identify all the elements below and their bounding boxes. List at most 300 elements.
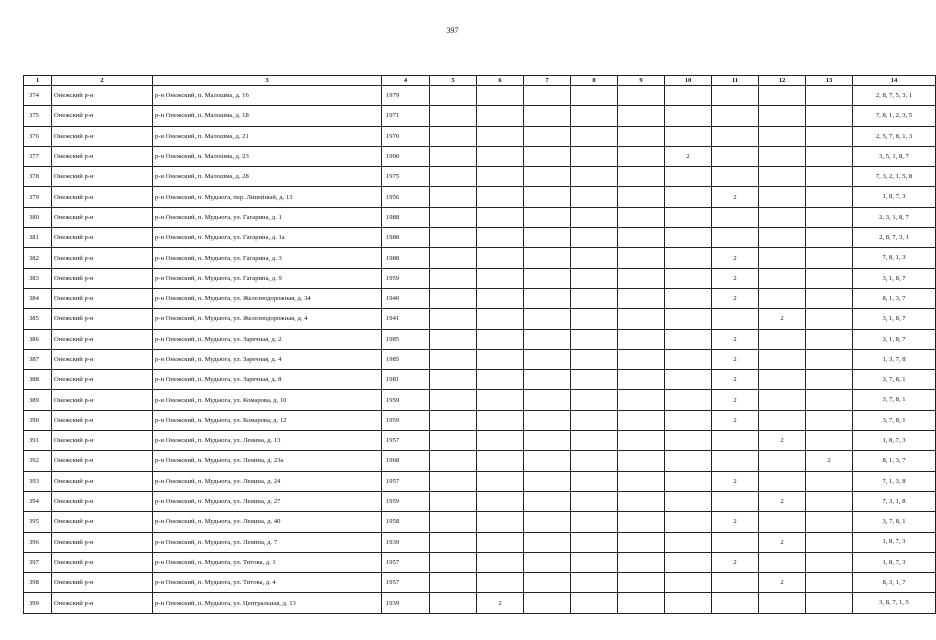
col8-cell: [571, 288, 618, 308]
col8-cell: [571, 309, 618, 329]
col9-cell: [618, 512, 665, 532]
col13-cell: [806, 167, 853, 187]
col9-cell: [618, 471, 665, 491]
table-body: [24, 86, 936, 614]
col13-cell: [806, 431, 853, 451]
address-cell: р-н Онежский, п. Мудьюга, ул. Комарова, д. 12: [153, 410, 382, 430]
col11-cell: 2: [712, 248, 759, 268]
col7-cell: [524, 471, 571, 491]
col9-cell: [618, 86, 665, 106]
col14-cell: 2, 8, 7, 5, 3, 1: [853, 86, 936, 106]
col7-cell: [524, 146, 571, 166]
col7-cell: [524, 491, 571, 511]
col13-cell: [806, 370, 853, 390]
col12-cell: [759, 552, 806, 572]
col8-cell: [571, 491, 618, 511]
col13-cell: [806, 532, 853, 552]
col13-cell: [806, 146, 853, 166]
col6-cell: [477, 573, 524, 593]
row-number-cell: 377: [24, 146, 52, 166]
column-header: 3: [153, 76, 382, 86]
year-cell: 1940: [382, 288, 430, 308]
col10-cell: [665, 349, 712, 369]
col8-cell: [571, 431, 618, 451]
col11-cell: 2: [712, 187, 759, 207]
col5-cell: [430, 126, 477, 146]
col10-cell: [665, 593, 712, 613]
col12-cell: [759, 390, 806, 410]
year-cell: 1988: [382, 228, 430, 248]
col5-cell: [430, 248, 477, 268]
col13-cell: [806, 390, 853, 410]
col5-cell: [430, 207, 477, 227]
address-cell: р-н Онежский, п. Мудьюга, ул. Заречная, д. 8: [153, 370, 382, 390]
col5-cell: [430, 552, 477, 572]
col8-cell: [571, 167, 618, 187]
year-cell: 1971: [382, 106, 430, 126]
col6-cell: [477, 268, 524, 288]
col5-cell: [430, 471, 477, 491]
col10-cell: [665, 471, 712, 491]
district-cell: Онежский р-н: [52, 268, 153, 288]
col7-cell: [524, 228, 571, 248]
col12-cell: [759, 106, 806, 126]
col6-cell: [477, 431, 524, 451]
address-cell: р-н Онежский, п. Мудьюга, ул. Гагарина, д. 9: [153, 268, 382, 288]
col13-cell: [806, 471, 853, 491]
table-row: [24, 390, 936, 410]
col13-cell: [806, 349, 853, 369]
col13-cell: [806, 410, 853, 430]
col14-cell: 8, 1, 3, 7: [853, 451, 936, 471]
col13-cell: [806, 228, 853, 248]
row-number-cell: 381: [24, 228, 52, 248]
col10-cell: [665, 187, 712, 207]
col7-cell: [524, 370, 571, 390]
col11-cell: 2: [712, 410, 759, 430]
col14-cell: 7, 3, 2, 1, 5, 8: [853, 167, 936, 187]
col13-cell: [806, 593, 853, 613]
year-cell: 1985: [382, 329, 430, 349]
row-number-cell: 374: [24, 86, 52, 106]
row-number-cell: 386: [24, 329, 52, 349]
col9-cell: [618, 146, 665, 166]
col12-cell: [759, 349, 806, 369]
col5-cell: [430, 288, 477, 308]
col9-cell: [618, 451, 665, 471]
year-cell: 1959: [382, 268, 430, 288]
col6-cell: [477, 248, 524, 268]
col12-cell: [759, 593, 806, 613]
address-cell: р-н Онежский, п. Мудьюга, пер. Линейный, д. 13: [153, 187, 382, 207]
year-cell: 1957: [382, 471, 430, 491]
col7-cell: [524, 593, 571, 613]
district-cell: Онежский р-н: [52, 552, 153, 572]
col6-cell: [477, 349, 524, 369]
col13-cell: 2: [806, 451, 853, 471]
address-cell: р-н Онежский, п. Мудьюга, ул. Центральная, д. 13: [153, 593, 382, 613]
year-cell: 1957: [382, 573, 430, 593]
row-number-cell: 392: [24, 451, 52, 471]
address-cell: р-н Онежский, п. Мудьюга, ул. Заречная, д. 4: [153, 349, 382, 369]
col10-cell: [665, 268, 712, 288]
col7-cell: [524, 573, 571, 593]
col12-cell: [759, 370, 806, 390]
col9-cell: [618, 370, 665, 390]
col12-cell: [759, 126, 806, 146]
col10-cell: [665, 106, 712, 126]
col8-cell: [571, 106, 618, 126]
col14-cell: 7, 1, 3, 8: [853, 471, 936, 491]
col9-cell: [618, 593, 665, 613]
col6-cell: [477, 491, 524, 511]
col7-cell: [524, 248, 571, 268]
col5-cell: [430, 370, 477, 390]
row-number-cell: 376: [24, 126, 52, 146]
col14-cell: 2, 8, 7, 3, 1: [853, 228, 936, 248]
col5-cell: [430, 390, 477, 410]
address-cell: р-н Онежский, п. Мудьюга, ул. Гагарина, д. 1а: [153, 228, 382, 248]
col5-cell: [430, 309, 477, 329]
col9-cell: [618, 573, 665, 593]
district-cell: Онежский р-н: [52, 410, 153, 430]
col14-cell: 8, 3, 1, 7: [853, 573, 936, 593]
col11-cell: [712, 106, 759, 126]
col11-cell: 2: [712, 552, 759, 572]
year-cell: 1975: [382, 167, 430, 187]
year-cell: 1988: [382, 248, 430, 268]
col13-cell: [806, 126, 853, 146]
col10-cell: [665, 288, 712, 308]
year-cell: 1959: [382, 410, 430, 430]
col10-cell: [665, 532, 712, 552]
col12-cell: [759, 167, 806, 187]
col6-cell: [477, 309, 524, 329]
col8-cell: [571, 86, 618, 106]
col8-cell: [571, 573, 618, 593]
col11-cell: [712, 86, 759, 106]
district-cell: Онежский р-н: [52, 390, 153, 410]
table-row: [24, 471, 936, 491]
col14-cell: 3, 1, 8, 7: [853, 329, 936, 349]
year-cell: 1957: [382, 431, 430, 451]
year-cell: 1959: [382, 491, 430, 511]
table-row: [24, 593, 936, 613]
col9-cell: [618, 431, 665, 451]
col8-cell: [571, 187, 618, 207]
col8-cell: [571, 329, 618, 349]
col6-cell: [477, 370, 524, 390]
table-row: [24, 268, 936, 288]
col7-cell: [524, 86, 571, 106]
col6-cell: [477, 471, 524, 491]
col14-cell: 1, 8, 7, 3: [853, 552, 936, 572]
col8-cell: [571, 471, 618, 491]
col8-cell: [571, 410, 618, 430]
year-cell: 1968: [382, 451, 430, 471]
col13-cell: [806, 329, 853, 349]
table-row: [24, 126, 936, 146]
col14-cell: 2, 5, 7, 8, 1, 3: [853, 126, 936, 146]
address-cell: р-н Онежский, п. Мудьюга, ул. Ленина, д. 13: [153, 431, 382, 451]
row-number-cell: 388: [24, 370, 52, 390]
col10-cell: [665, 207, 712, 227]
column-header: 13: [806, 76, 853, 86]
col14-cell: 3, 7, 8, 1: [853, 512, 936, 532]
col7-cell: [524, 309, 571, 329]
col6-cell: [477, 187, 524, 207]
row-number-cell: 389: [24, 390, 52, 410]
col5-cell: [430, 167, 477, 187]
col8-cell: [571, 532, 618, 552]
column-header: 4: [382, 76, 430, 86]
table-row: [24, 228, 936, 248]
col14-cell: 1, 3, 7, 8: [853, 349, 936, 369]
col10-cell: [665, 126, 712, 146]
col5-cell: [430, 106, 477, 126]
col9-cell: [618, 268, 665, 288]
table-row: [24, 552, 936, 572]
col14-cell: 1, 8, 7, 3: [853, 532, 936, 552]
col7-cell: [524, 207, 571, 227]
col11-cell: 2: [712, 471, 759, 491]
col12-cell: [759, 451, 806, 471]
col11-cell: [712, 491, 759, 511]
district-cell: Онежский р-н: [52, 167, 153, 187]
col12-cell: [759, 329, 806, 349]
col11-cell: [712, 126, 759, 146]
table-row: [24, 106, 936, 126]
col10-cell: [665, 228, 712, 248]
col14-cell: 7, 3, 1, 8: [853, 491, 936, 511]
address-cell: р-н Онежский, п. Мудьюга, ул. Комарова, д. 10: [153, 390, 382, 410]
col10-cell: [665, 167, 712, 187]
table-row: [24, 309, 936, 329]
col9-cell: [618, 329, 665, 349]
col7-cell: [524, 329, 571, 349]
col7-cell: [524, 532, 571, 552]
col9-cell: [618, 309, 665, 329]
col12-cell: 2: [759, 309, 806, 329]
col9-cell: [618, 288, 665, 308]
col11-cell: [712, 167, 759, 187]
col14-cell: 3, 1, 8, 7: [853, 309, 936, 329]
col9-cell: [618, 126, 665, 146]
column-header: 11: [712, 76, 759, 86]
col10-cell: [665, 309, 712, 329]
address-cell: р-н Онежский, п. Мудьюга, ул. Железнодорожная, д. 4: [153, 309, 382, 329]
district-cell: Онежский р-н: [52, 593, 153, 613]
column-header: 10: [665, 76, 712, 86]
district-cell: Онежский р-н: [52, 532, 153, 552]
col14-cell: 3, 8, 7, 1, 5: [853, 593, 936, 613]
column-header: 6: [477, 76, 524, 86]
col14-cell: 3, 5, 1, 8, 7: [853, 146, 936, 166]
col5-cell: [430, 349, 477, 369]
col10-cell: [665, 390, 712, 410]
table-row: [24, 86, 936, 106]
col10-cell: [665, 410, 712, 430]
year-cell: 1957: [382, 552, 430, 572]
col12-cell: [759, 187, 806, 207]
col8-cell: [571, 146, 618, 166]
col9-cell: [618, 167, 665, 187]
district-cell: Онежский р-н: [52, 573, 153, 593]
row-number-cell: 385: [24, 309, 52, 329]
row-number-cell: 391: [24, 431, 52, 451]
table-header: [24, 76, 936, 86]
col8-cell: [571, 552, 618, 572]
col9-cell: [618, 532, 665, 552]
district-cell: Онежский р-н: [52, 431, 153, 451]
district-cell: Онежский р-н: [52, 329, 153, 349]
header-row: [24, 76, 936, 86]
row-number-cell: 379: [24, 187, 52, 207]
year-cell: 1956: [382, 187, 430, 207]
column-header: 1: [24, 76, 52, 86]
col11-cell: [712, 451, 759, 471]
col11-cell: [712, 593, 759, 613]
col13-cell: [806, 288, 853, 308]
col10-cell: [665, 248, 712, 268]
district-cell: Онежский р-н: [52, 451, 153, 471]
col11-cell: 2: [712, 512, 759, 532]
col14-cell: 7, 8, 1, 3: [853, 248, 936, 268]
col12-cell: 2: [759, 573, 806, 593]
col9-cell: [618, 349, 665, 369]
table-row: [24, 370, 936, 390]
district-cell: Онежский р-н: [52, 309, 153, 329]
col6-cell: [477, 451, 524, 471]
col6-cell: [477, 512, 524, 532]
row-number-cell: 387: [24, 349, 52, 369]
col12-cell: [759, 268, 806, 288]
address-cell: р-н Онежский, п. Мудьюга, ул. Ленина, д. 23а: [153, 451, 382, 471]
col13-cell: [806, 512, 853, 532]
col9-cell: [618, 228, 665, 248]
col8-cell: [571, 593, 618, 613]
district-cell: Онежский р-н: [52, 146, 153, 166]
col8-cell: [571, 126, 618, 146]
col10-cell: [665, 329, 712, 349]
col8-cell: [571, 349, 618, 369]
address-cell: р-н Онежский, п. Мудьюга, ул. Заречная, д. 2: [153, 329, 382, 349]
column-header: 5: [430, 76, 477, 86]
col7-cell: [524, 431, 571, 451]
year-cell: 1939: [382, 532, 430, 552]
col8-cell: [571, 370, 618, 390]
table-row: [24, 491, 936, 511]
col12-cell: 2: [759, 532, 806, 552]
col10-cell: [665, 573, 712, 593]
year-cell: 1970: [382, 126, 430, 146]
district-cell: Онежский р-н: [52, 248, 153, 268]
col11-cell: 2: [712, 268, 759, 288]
col12-cell: [759, 86, 806, 106]
col7-cell: [524, 187, 571, 207]
table-row: [24, 248, 936, 268]
col11-cell: [712, 532, 759, 552]
col7-cell: [524, 106, 571, 126]
row-number-cell: 397: [24, 552, 52, 572]
col12-cell: [759, 146, 806, 166]
row-number-cell: 394: [24, 491, 52, 511]
table-row: [24, 187, 936, 207]
col7-cell: [524, 288, 571, 308]
district-cell: Онежский р-н: [52, 228, 153, 248]
row-number-cell: 384: [24, 288, 52, 308]
col5-cell: [430, 532, 477, 552]
table-row: [24, 329, 936, 349]
year-cell: 1941: [382, 309, 430, 329]
col14-cell: 3, 7, 8, 1: [853, 410, 936, 430]
column-header: 9: [618, 76, 665, 86]
address-cell: р-н Онежский, п. Мудьюга, ул. Ленина, д. 40: [153, 512, 382, 532]
col10-cell: [665, 370, 712, 390]
address-cell: р-н Онежский, п. Мудьюга, ул. Ленина, д. 7: [153, 532, 382, 552]
col6-cell: [477, 106, 524, 126]
col5-cell: [430, 593, 477, 613]
col7-cell: [524, 552, 571, 572]
district-cell: Онежский р-н: [52, 187, 153, 207]
table-row: [24, 288, 936, 308]
table-row: [24, 146, 936, 166]
col14-cell: 3, 7, 8, 1: [853, 390, 936, 410]
district-cell: Онежский р-н: [52, 126, 153, 146]
col10-cell: [665, 86, 712, 106]
col8-cell: [571, 228, 618, 248]
col11-cell: [712, 146, 759, 166]
col6-cell: [477, 329, 524, 349]
col13-cell: [806, 573, 853, 593]
col10-cell: [665, 512, 712, 532]
col9-cell: [618, 106, 665, 126]
year-cell: 1988: [382, 207, 430, 227]
col7-cell: [524, 512, 571, 532]
table-row: [24, 410, 936, 430]
table-row: [24, 207, 936, 227]
row-number-cell: 380: [24, 207, 52, 227]
address-cell: р-н Онежский, п. Малошма, д. 18: [153, 106, 382, 126]
year-cell: 1958: [382, 512, 430, 532]
col6-cell: [477, 126, 524, 146]
col5-cell: [430, 573, 477, 593]
col5-cell: [430, 329, 477, 349]
col11-cell: [712, 207, 759, 227]
col5-cell: [430, 451, 477, 471]
col13-cell: [806, 207, 853, 227]
column-header: 14: [853, 76, 936, 86]
column-header: 2: [52, 76, 153, 86]
col5-cell: [430, 410, 477, 430]
col8-cell: [571, 268, 618, 288]
col7-cell: [524, 126, 571, 146]
col12-cell: [759, 471, 806, 491]
col6-cell: [477, 207, 524, 227]
address-cell: р-н Онежский, п. Мудьюга, ул. Гагарина, д. 3: [153, 248, 382, 268]
col5-cell: [430, 491, 477, 511]
col5-cell: [430, 431, 477, 451]
col13-cell: [806, 552, 853, 572]
col13-cell: [806, 491, 853, 511]
col6-cell: [477, 410, 524, 430]
col6-cell: [477, 532, 524, 552]
col9-cell: [618, 410, 665, 430]
col6-cell: 2: [477, 593, 524, 613]
col8-cell: [571, 451, 618, 471]
col13-cell: [806, 268, 853, 288]
col12-cell: [759, 288, 806, 308]
